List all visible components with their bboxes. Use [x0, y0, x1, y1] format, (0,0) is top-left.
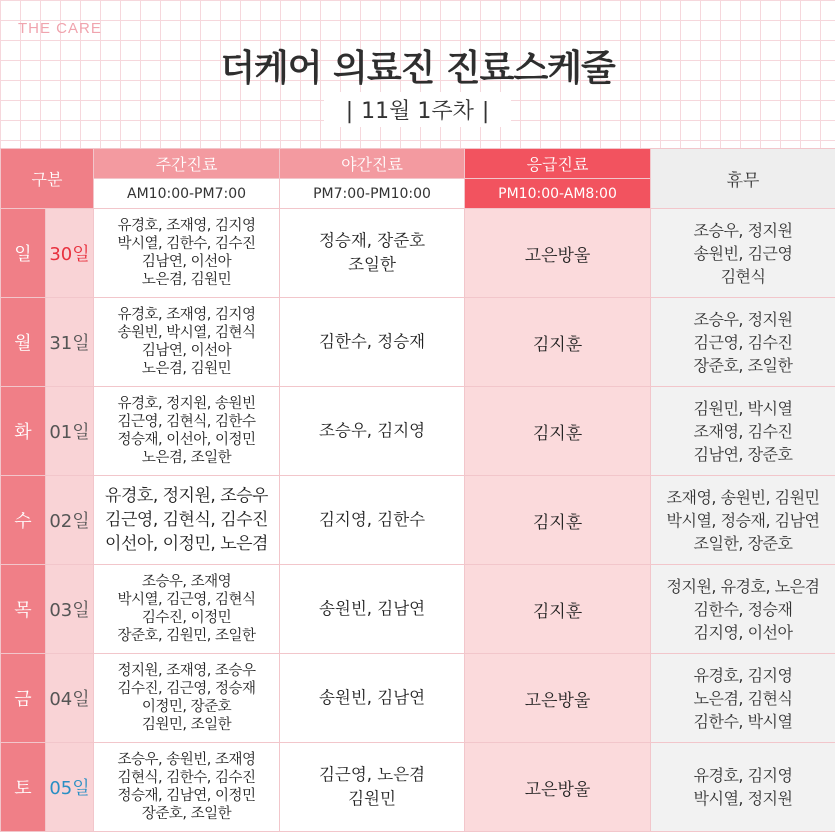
weekday-cell: 월: [1, 298, 46, 387]
night-clinic-header: 야간진료: [280, 149, 465, 179]
weekday-cell: 토: [1, 743, 46, 832]
table-row: [1, 565, 835, 654]
name-line: 조승우, 정지원: [693, 220, 793, 240]
name-line: 박시열, 김한수, 김수진: [117, 236, 256, 252]
name-line: 김근영, 김수진: [693, 332, 793, 352]
day-clinic-cell: [94, 654, 280, 743]
name-line: 정승재, 김남연, 이정민: [117, 788, 256, 804]
emergency-clinic-cell: 고은방울: [465, 654, 651, 743]
day-clinic-time: AM10:00-PM7:00: [94, 179, 280, 209]
table-row: [1, 743, 835, 832]
off-header: 휴무: [651, 149, 835, 209]
name-line: 조재영, 김수진: [693, 421, 793, 441]
name-line: 조승우, 조재영: [141, 574, 232, 590]
name-line: 장준호, 김원민, 조일한: [117, 628, 256, 644]
day-clinic-cell: [94, 209, 280, 298]
name-line: 정승재, 장준호: [318, 231, 426, 250]
name-line: 유경호, 김지영: [693, 665, 793, 685]
weekday-cell: 금: [1, 654, 46, 743]
off-cell: [651, 298, 835, 387]
header-grid-background: [0, 0, 835, 148]
brand-logo-text: THE CARE: [18, 20, 102, 37]
weekday-cell: 일: [1, 209, 46, 298]
name-line: 박시열, 정승재, 김남연: [666, 510, 820, 530]
gubun-header: 구분: [1, 149, 94, 209]
table-row: [1, 209, 835, 298]
name-line: 노은겸, 김원민: [141, 361, 232, 377]
name-line: 조일한: [348, 255, 396, 274]
name-line: 송원빈, 김남연: [318, 688, 426, 707]
name-line: 김현식: [720, 266, 766, 286]
name-line: 송원빈, 김남연: [318, 599, 426, 618]
night-clinic-cell: [280, 654, 465, 743]
name-line: 김한수, 정승재: [693, 599, 793, 619]
name-line: 김근영, 김현식, 김수진: [105, 510, 268, 530]
name-line: 김남연, 이선아: [141, 254, 232, 270]
emergency-clinic-cell: 김지훈: [465, 476, 651, 565]
subtitle-bar-right: |: [481, 99, 490, 124]
name-line: 김한수, 정승재: [318, 332, 426, 351]
date-cell: 05일: [46, 743, 94, 832]
emergency-clinic-cell: 김지훈: [465, 298, 651, 387]
emergency-clinic-cell: 고은방울: [465, 209, 651, 298]
name-line: 김남연, 이선아: [141, 343, 232, 359]
name-line: 이선아, 이정민, 노은겸: [105, 534, 268, 554]
day-clinic-header: 주간진료: [94, 149, 280, 179]
emergency-clinic-header: 응급진료: [465, 149, 651, 179]
emergency-clinic-time: PM10:00-AM8:00: [465, 179, 651, 209]
name-line: 김원민, 박시열: [693, 398, 793, 418]
night-clinic-cell: [280, 209, 465, 298]
date-cell: 31일: [46, 298, 94, 387]
name-line: 노은겸, 조일한: [141, 450, 232, 466]
name-line: 정지원, 유경호, 노은겸: [666, 576, 820, 596]
week-label: 11월 1주차: [361, 99, 474, 124]
name-line: 조승우, 정지원: [693, 309, 793, 329]
page-title: 더케어 의료진 진료스케줄: [220, 48, 615, 89]
name-line: 유경호, 정지원, 송원빈: [117, 396, 256, 412]
day-clinic-cell: [94, 743, 280, 832]
name-line: 송원빈, 김근영: [693, 243, 793, 263]
week-subtitle: [324, 92, 512, 127]
night-clinic-cell: [280, 387, 465, 476]
off-cell: [651, 654, 835, 743]
name-line: 유경호, 조재영, 김지영: [117, 218, 256, 234]
name-line: 노은겸, 김현식: [693, 688, 793, 708]
day-clinic-cell: [94, 298, 280, 387]
table-row: [1, 476, 835, 565]
subtitle-bar-left: |: [345, 99, 354, 124]
emergency-clinic-cell: 고은방울: [465, 743, 651, 832]
name-line: 김수진, 김근영, 정승재: [117, 681, 256, 697]
name-line: 장준호, 조일한: [141, 806, 232, 822]
night-clinic-cell: [280, 298, 465, 387]
name-line: 김현식, 김한수, 김수진: [117, 770, 256, 786]
date-cell: 01일: [46, 387, 94, 476]
night-clinic-cell: [280, 565, 465, 654]
name-line: 장준호, 조일한: [693, 355, 793, 375]
night-clinic-cell: [280, 476, 465, 565]
off-cell: [651, 387, 835, 476]
name-line: 조승우, 송원빈, 조재영: [117, 752, 256, 768]
name-line: 김수진, 이정민: [141, 610, 232, 626]
off-cell: [651, 743, 835, 832]
day-clinic-cell: [94, 387, 280, 476]
name-line: 유경호, 정지원, 조승우: [105, 486, 268, 506]
table-row: [1, 654, 835, 743]
name-line: 김근영, 김현식, 김한수: [117, 414, 256, 430]
name-line: 박시열, 김근영, 김현식: [117, 592, 256, 608]
name-line: 조재영, 송원빈, 김원민: [666, 487, 820, 507]
night-clinic-time: PM7:00-PM10:00: [280, 179, 465, 209]
schedule-table: [0, 148, 835, 832]
subtitle-wrapper: [0, 92, 835, 127]
off-cell: [651, 476, 835, 565]
name-line: 유경호, 조재영, 김지영: [117, 307, 256, 323]
table-row: [1, 387, 835, 476]
name-line: 김남연, 장준호: [693, 444, 793, 464]
header-row-1: [1, 149, 835, 179]
name-line: 김원민: [348, 789, 396, 808]
name-line: 조승우, 김지영: [318, 421, 426, 440]
name-line: 유경호, 김지영: [693, 766, 793, 785]
name-line: 김한수, 박시열: [693, 711, 793, 731]
name-line: 김원민, 조일한: [141, 717, 232, 733]
day-clinic-cell: [94, 565, 280, 654]
name-line: 김지영, 이선아: [693, 622, 793, 642]
weekday-cell: 화: [1, 387, 46, 476]
weekday-cell: 수: [1, 476, 46, 565]
weekday-cell: 목: [1, 565, 46, 654]
name-line: 박시열, 정지원: [693, 789, 793, 808]
name-line: 조일한, 장준호: [693, 533, 793, 553]
name-line: 김지영, 김한수: [318, 510, 426, 529]
off-cell: [651, 565, 835, 654]
name-line: 정승재, 이선아, 이정민: [117, 432, 256, 448]
name-line: 김근영, 노은겸: [318, 765, 426, 784]
date-cell: 30일: [46, 209, 94, 298]
emergency-clinic-cell: 김지훈: [465, 387, 651, 476]
date-cell: 02일: [46, 476, 94, 565]
emergency-clinic-cell: 김지훈: [465, 565, 651, 654]
date-cell: 04일: [46, 654, 94, 743]
table-row: [1, 298, 835, 387]
name-line: 이정민, 장준호: [141, 699, 232, 715]
day-clinic-cell: [94, 476, 280, 565]
name-line: 정지원, 조재영, 조승우: [117, 663, 256, 679]
name-line: 노은겸, 김원민: [141, 272, 232, 288]
name-line: 송원빈, 박시열, 김현식: [117, 325, 256, 341]
date-cell: 03일: [46, 565, 94, 654]
off-cell: [651, 209, 835, 298]
night-clinic-cell: [280, 743, 465, 832]
